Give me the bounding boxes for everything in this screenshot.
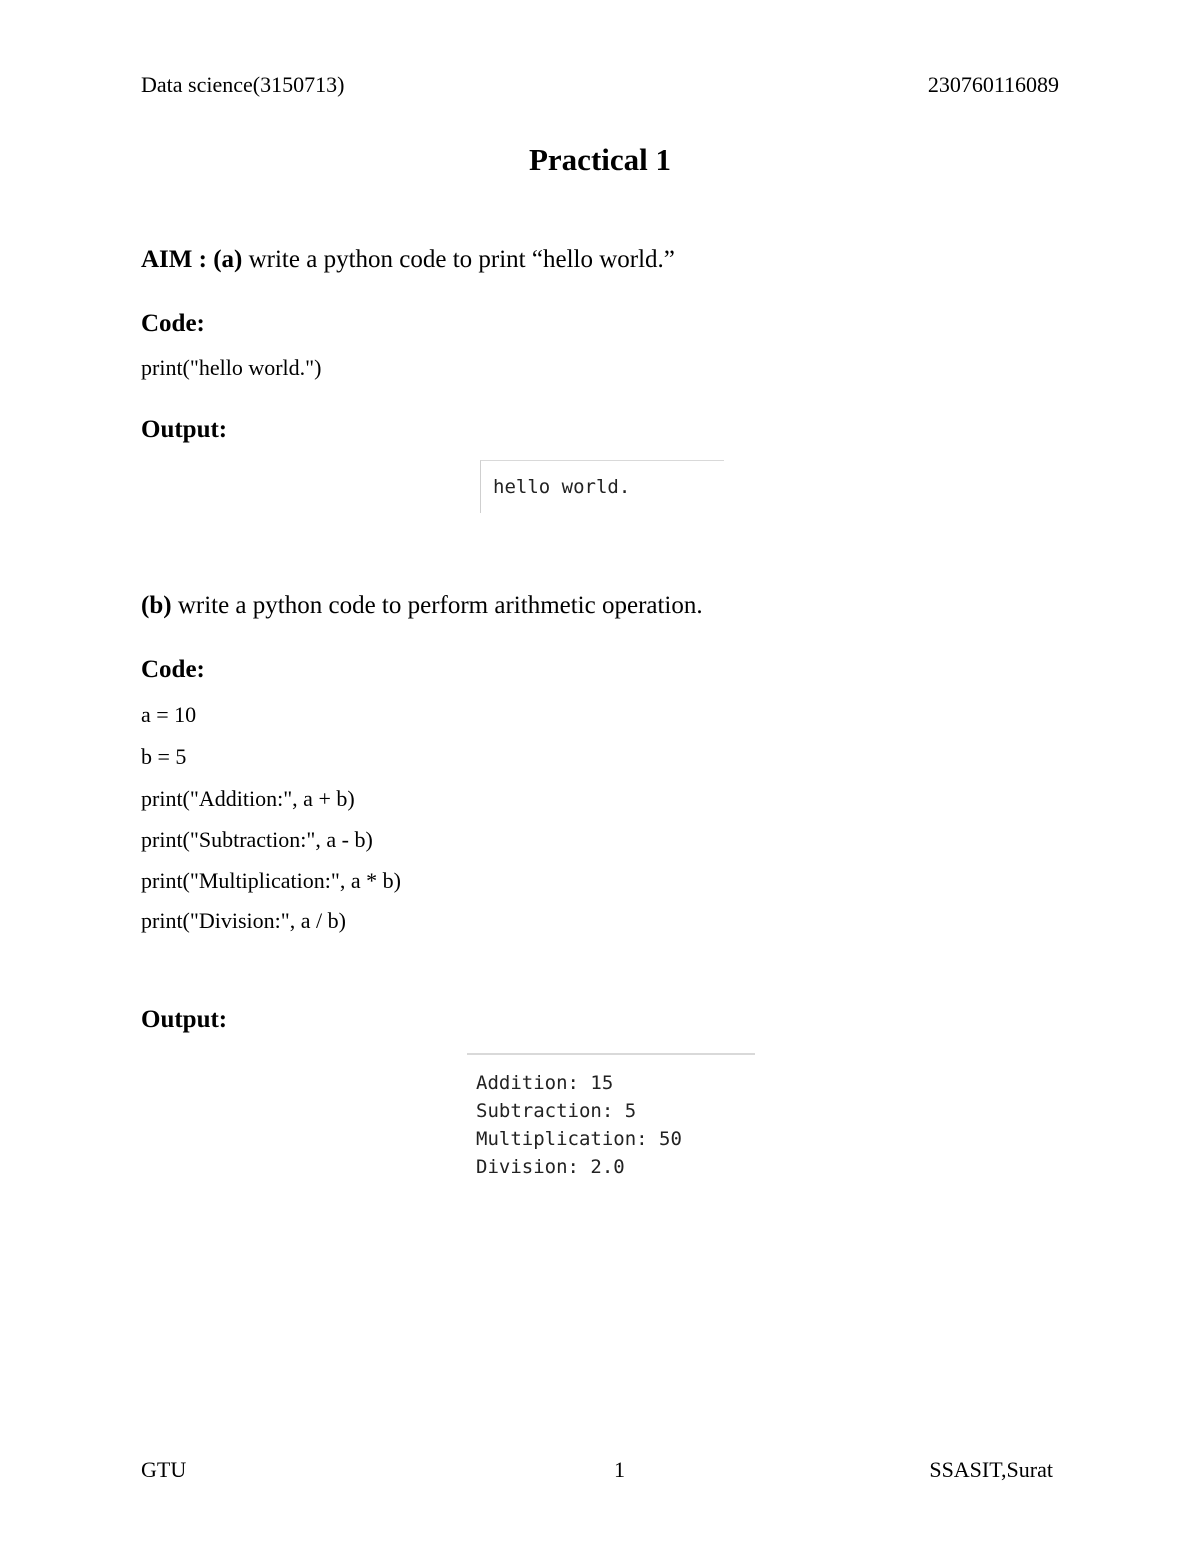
footer-left: GTU (141, 1457, 187, 1482)
aim-b-text: write a python code to perform arithmetic operation. (171, 592, 703, 619)
aim-a (141, 246, 675, 274)
output-line-b-2: Subtraction: 5 (476, 1100, 637, 1122)
output-line-b-1: Addition: 15 (476, 1072, 614, 1094)
page-number: 1 (614, 1457, 625, 1482)
header-enrollment: 230760116089 (927, 72, 1059, 97)
output-screenshot-b (467, 1053, 755, 1185)
output-line-a-1: hello world. (493, 476, 631, 498)
footer-right: SSASIT,Surat (929, 1457, 1053, 1482)
aim-a-prefix: AIM : (a) (141, 246, 243, 273)
output-screenshot-a (480, 460, 724, 513)
code-line-b-4: print("Subtraction:", a - b) (141, 827, 373, 852)
code-line-b-5: print("Multiplication:", a * b) (141, 868, 401, 893)
aim-a-text: write a python code to print “hello world.” (242, 246, 675, 273)
code-line-b-6: print("Division:", a / b) (141, 908, 346, 933)
code-line-b-2: b = 5 (141, 744, 187, 769)
code-line-b-3: print("Addition:", a + b) (141, 786, 355, 811)
output-label-b: Output: (141, 1006, 228, 1033)
aim-b (141, 592, 703, 620)
code-label-b: Code: (141, 656, 205, 683)
code-line-a-1: print("hello world.") (141, 355, 322, 380)
header-course: Data science(3150713) (141, 72, 345, 97)
code-label-a: Code: (141, 310, 205, 337)
code-line-b-1: a = 10 (141, 702, 197, 727)
output-line-b-4: Division: 2.0 (476, 1156, 625, 1178)
output-line-b-3: Multiplication: 50 (476, 1128, 682, 1150)
aim-b-prefix: (b) (141, 592, 172, 619)
page-title: Practical 1 (528, 142, 671, 177)
output-label-a: Output: (141, 416, 228, 443)
